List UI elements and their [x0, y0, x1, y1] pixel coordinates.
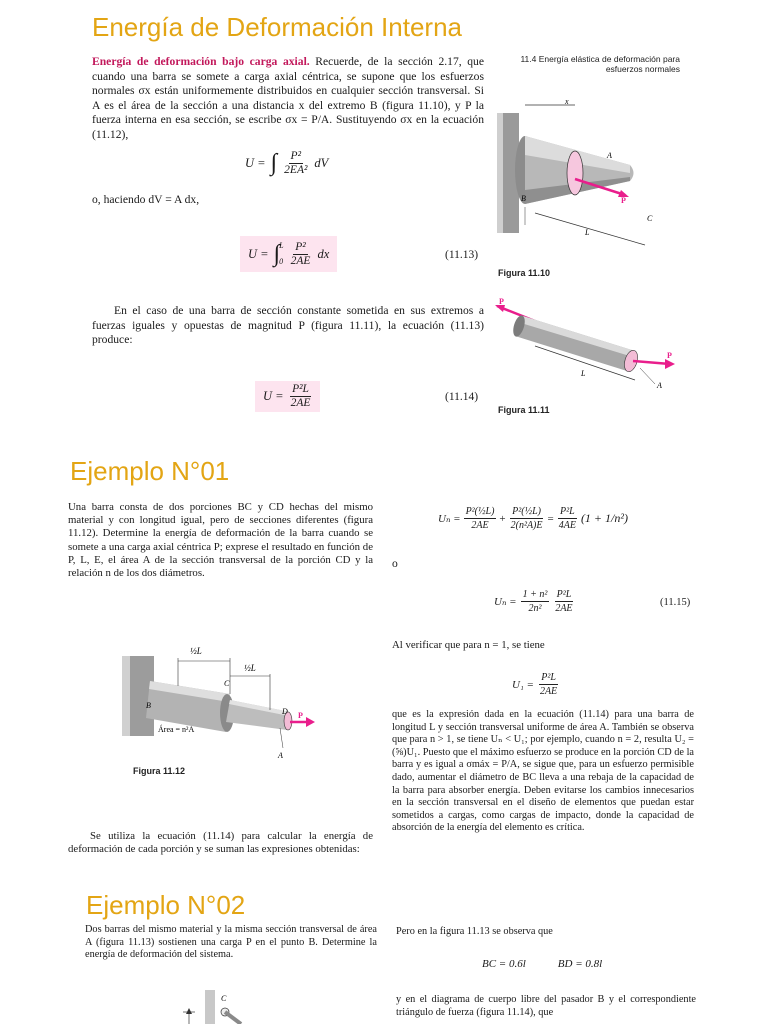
equation-number-11-13: (11.13) — [445, 249, 479, 261]
integral-limits — [274, 238, 284, 270]
label-b: B — [146, 701, 151, 710]
eq3-fraction — [289, 383, 313, 410]
label-p-right: P — [667, 351, 672, 360]
u1-lhs: U₁ = — [512, 678, 534, 691]
equation-un — [438, 505, 628, 532]
equation-11-14 — [255, 381, 320, 412]
ejemplo-02-statement: Dos barras del mismo material y la misma sección transversal de área A (figura 11.13) sostienen una carga P en el punto B. Determine la energía de deformación del sistema. — [85, 924, 377, 961]
un-plus: + — [499, 512, 506, 525]
verify-text: Al verificar que para n = 1, se tiene — [392, 639, 545, 651]
figure-11-11 — [495, 296, 685, 406]
section-a — [567, 151, 583, 195]
method-text: Se utiliza la ecuación (11.14) para calcular la energía de deformación de cada porción y se suman las expresiones obtenidas: — [68, 830, 373, 856]
ejemplo-02-right-text-1: Pero en la figura 11.13 se observa que — [396, 926, 553, 937]
paragraph-axial-load — [92, 55, 484, 143]
un-term3 — [557, 505, 578, 532]
ejemplo-01-statement: Una barra consta de dos porciones BC y CD hechas del mismo material y con longitud igual, pero de secciones diferentes (figura 11.12). Determine la energía de deformación de la barra cuando se somete a una carga axial céntrica P; exprese el resultado en función de P, L, E, el área A de la sección transversal de la porción CD y la relación n de los dos diámetros. — [68, 501, 373, 580]
figure-11-10 — [495, 95, 685, 265]
wall-support — [205, 990, 215, 1024]
un-term1-den: 2AE — [471, 520, 489, 531]
label-a: A — [657, 381, 662, 390]
figure-11-12 — [120, 636, 320, 761]
lower-limit: 0 — [279, 257, 284, 266]
un-term3-num: P²L — [559, 506, 575, 517]
un-equals: = — [547, 512, 554, 525]
label-area: Área = n²A — [158, 725, 195, 734]
equation-u-dv — [245, 150, 328, 177]
page-header-right — [492, 54, 680, 74]
eq2-fraction — [289, 241, 313, 268]
label-c: C — [224, 679, 230, 688]
ejemplo-02-right-text-2: y en el diagrama de cuerpo libre del pasador B y el correspondiente triángulo de fuerza (figura 11.14), que — [396, 994, 696, 1018]
force-arrow-right — [633, 361, 670, 364]
un-parenthesis: (1 + 1/n²) — [580, 511, 628, 525]
figure-11-13-partial — [175, 990, 245, 1024]
eq1115-term1 — [521, 588, 550, 615]
u1-fraction — [538, 671, 559, 698]
label-c: C — [647, 214, 653, 223]
eq1-tail: dV — [314, 156, 329, 170]
label-b: B — [521, 194, 526, 203]
eq1115-lhs: Uₙ = — [494, 596, 517, 608]
eq1-num: P² — [290, 150, 302, 162]
eq1-lhs: U = — [245, 156, 266, 170]
u1-num: P²L — [541, 672, 556, 683]
integral-sign: ∫ — [270, 150, 278, 176]
label-d: D — [282, 707, 288, 716]
eq2-tail: dx — [317, 246, 330, 261]
eq2-lhs: U = — [248, 246, 269, 261]
un-term1-num: P²(½L) — [465, 506, 495, 517]
eq1115-term2-den: 2AE — [555, 603, 573, 614]
eq2-num: P² — [295, 240, 306, 253]
eq1115-term2-num: P²L — [556, 589, 572, 600]
ejemplo-02-title: Ejemplo N°02 — [86, 890, 246, 920]
un-term2 — [509, 505, 545, 532]
un-term3-den: 4AE — [558, 520, 576, 531]
label-l: L — [581, 369, 586, 378]
page-header-line2: esfuerzos normales — [605, 64, 680, 74]
eq1115-term1-den: 2n² — [528, 603, 542, 614]
equation-number-11-15: (11.15) — [660, 597, 691, 608]
discussion-text: que es la expresión dada en la ecuación (11.14) para una barra de longitud L y sección transversal uniforme de área A. También se observa que para n > 1, se tiene Uₙ < U₁; por ejemplo, cuando n = 2, resulta U₂ = (⅝)U₁. Puesto que el máximo esfuerzo se produce en la porción CD de la barra y es igual a σmáx = P/A, se sigue que, para un esfuerzo permisible dado, aumentar el diámetro de BC lleva a una rebaja de la capacidad de la barra para absorber energía. Deben evitarse los cambios innecesarios en la sección transversal en el diseño de elementos que puedan estar sometidos a cargas, como cargas de impacto, donde la capacidad de absorción de la energía del elemento es crítica. — [392, 709, 694, 834]
equation-u1 — [512, 671, 559, 698]
un-term1 — [464, 505, 497, 532]
label-p-left: P — [499, 297, 504, 306]
un-term2-den: 2(n²A)E — [510, 520, 543, 531]
un-lhs: Uₙ = — [438, 513, 461, 525]
u1-den: 2AE — [539, 686, 558, 697]
eq1115-term1-num: 1 + n² — [522, 589, 548, 600]
label-p: P — [298, 711, 303, 720]
figure-11-11-caption: Figura 11.11 — [498, 405, 550, 415]
figure-11-12-caption: Figura 11.12 — [133, 766, 186, 776]
label-l: L — [585, 228, 590, 237]
equation-bc-bd — [482, 958, 602, 970]
section-title: Energía de Deformación Interna — [92, 12, 462, 42]
equation-11-15 — [494, 588, 575, 615]
integral-sign: ∫ — [273, 240, 281, 267]
eq1-fraction — [282, 150, 309, 177]
page-header-line1: 11.4 Energía elástica de deformación para — [520, 54, 680, 64]
label-half-l-1: ½L — [190, 646, 202, 656]
eq-bc: BC = 0.6l — [482, 958, 526, 970]
label-a: A — [607, 151, 612, 160]
label-x: x — [565, 97, 569, 106]
eq2-den: 2AE — [290, 254, 311, 267]
text-o: o — [392, 557, 398, 570]
label-p: P — [621, 196, 626, 205]
label-half-l-2: ½L — [244, 663, 256, 673]
paragraph-constant-section: En el caso de una barra de sección constante sometida en sus extremos a fuerzas iguales y opuestas de magnitud P (figura 11.11), la ecuación (11.13) produce: — [92, 304, 484, 347]
paragraph-body: Recuerde, de la sección 2.17, que cuando una barra se somete a carga axial céntrica, se supone que los esfuerzos normales σx están uniformemente distribuidos en cualquier sección transversal. Si A es el área de la sección a una distancia x del extremo B (figura 11.10), y P la fuerza interna en esa sección, se escribe σx = P/A. Sustituyendo σx en la ecuación (11.12), — [92, 55, 484, 141]
eq3-num: P²L — [292, 383, 309, 395]
eq3-den: 2AE — [290, 397, 311, 409]
ejemplo-01-title: Ejemplo N°01 — [70, 456, 230, 486]
label-c: C — [221, 994, 227, 1003]
equation-11-13 — [240, 236, 337, 272]
figure-11-10-caption: Figura 11.10 — [498, 268, 551, 278]
eq1115-term2 — [553, 588, 574, 615]
un-term2-num: P²(½L) — [512, 506, 541, 517]
equation-number-11-14: (11.14) — [445, 391, 479, 403]
paragraph-lead: Energía de deformación bajo carga axial. — [92, 55, 310, 68]
upper-limit: L — [279, 241, 284, 250]
label-a: A — [278, 751, 283, 760]
text-dv: o, haciendo dV = A dx, — [92, 193, 200, 206]
eq1-den: 2EA² — [284, 164, 308, 176]
eq-bd: BD = 0.8l — [557, 958, 603, 970]
eq3-lhs: U = — [263, 389, 284, 403]
